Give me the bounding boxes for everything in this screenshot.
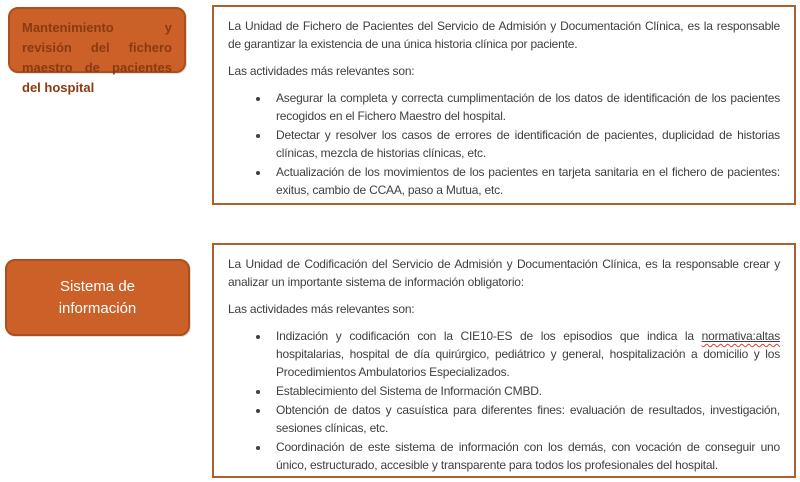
activities-heading: Las actividades más relevantes son: xyxy=(228,64,415,78)
list-item-text: Establecimiento del Sistema de Información CMBD. xyxy=(276,384,542,398)
label-box-fichero-maestro xyxy=(8,7,186,95)
intro-paragraph: La Unidad de Codificación del Servicio de Admisión y Documentación Clínica, es la responsable crear y analizar un importante sistema de información obligatorio: xyxy=(228,257,780,289)
bullet-list xyxy=(228,89,780,199)
activities-heading: Las actividades más relevantes son: xyxy=(228,302,415,316)
list-item-text: Detectar y resolver los casos de errores de identificación de pacientes, duplicidad de historias clínicas, mezcla de historias clínicas, etc. xyxy=(276,128,780,160)
list-item-text-before: Indización y codificación con la CIE10-ES de los episodios que indica la xyxy=(276,329,702,343)
content-box-sistema-informacion xyxy=(212,243,796,478)
list-item xyxy=(270,327,780,381)
intro-paragraph: La Unidad de Fichero de Pacientes del Servicio de Admisión y Documentación Clínica, es la responsable de garantizar la existencia de una única historia clínica por paciente. xyxy=(228,19,780,51)
list-item xyxy=(270,163,780,199)
label-box-sistema-informacion xyxy=(5,259,190,336)
spellcheck-marked-text xyxy=(702,329,780,343)
spellcheck-squiggle-text: normativa:altas xyxy=(701,329,780,343)
content-box-fichero-maestro xyxy=(212,5,796,205)
list-item xyxy=(270,401,780,437)
list-item xyxy=(270,89,780,125)
list-item-text: Obtención de datos y casuística para diferentes fines: evaluación de resultados, investigación, sesiones clínicas, etc. xyxy=(276,403,780,435)
list-item xyxy=(270,382,780,400)
list-item-text: Coordinación de este sistema de información con los demás, con vocación de conseguir uno único, estructurado, accesible y transparente para todos los profesionales del hospital. xyxy=(276,440,780,472)
list-item-text: Asegurar la completa y correcta cumplimentación de los datos de identificación de los pacientes recogidos en el Fichero Maestro del hospital. xyxy=(276,91,780,123)
label-box-sistema-informacion-text: Sistema de información xyxy=(58,277,137,317)
bullet-list xyxy=(228,327,780,474)
list-item-text-after: hospitalarias, hospital de día quirúrgico, pediátrico y general, hospitalización a domicilio y los Procedimientos Ambulatorios Especializados. xyxy=(276,347,780,379)
list-item xyxy=(270,126,780,162)
label-box-fichero-maestro-text: Mantenimiento y revisión del fichero maestro de pacientes del hospital xyxy=(22,20,172,95)
list-item-text: Actualización de los movimientos de los pacientes en tarjeta sanitaria en el fichero de pacientes: exitus, cambio de CCAA, paso a Mutua, etc. xyxy=(276,165,780,197)
list-item xyxy=(270,438,780,474)
